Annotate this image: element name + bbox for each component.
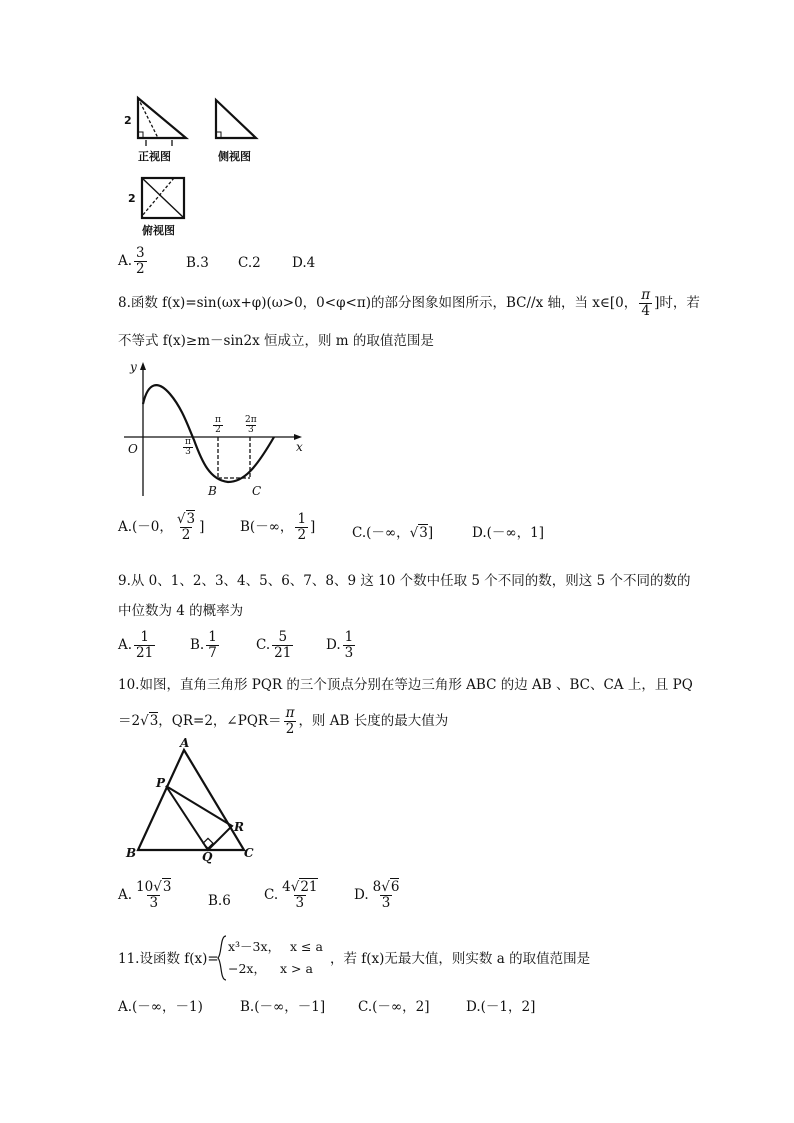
sine-graph: [118, 358, 318, 500]
numerator: π: [641, 287, 651, 303]
denominator: 7: [208, 645, 217, 661]
text: ＝2: [118, 713, 141, 729]
fraction: [284, 706, 297, 737]
denominator: 3: [295, 895, 305, 911]
top-view-label: 俯视图: [142, 224, 175, 237]
numerator: 1: [297, 511, 307, 527]
numerator: 10√3: [136, 879, 172, 895]
q11-option-b: B.(－∞，－1]: [240, 999, 326, 1015]
fraction: [295, 512, 308, 543]
denominator: 2: [297, 527, 307, 543]
text: B.: [190, 637, 205, 653]
denominator: 21: [274, 645, 292, 661]
coefficient: 8: [372, 879, 382, 895]
text: ]: [427, 525, 434, 541]
fraction: [280, 880, 319, 911]
graph-x-label: x: [296, 440, 303, 454]
vertex-b-label: B: [126, 846, 137, 860]
q11-option-c: C.(－∞，2]: [358, 999, 430, 1015]
vertex-p-label: P: [156, 776, 166, 790]
vertex-c-label: C: [244, 846, 254, 860]
q8-option-c: C.(－∞，√3]: [352, 525, 434, 541]
text: ]时，若: [654, 295, 700, 311]
denominator: 2: [181, 527, 191, 543]
denominator: 3: [185, 447, 191, 457]
q7-option-d: D.4: [292, 255, 316, 271]
q9-option-b: [190, 630, 221, 661]
denominator: 3: [344, 645, 354, 661]
denominator: 3: [247, 425, 254, 435]
q11-stem-suffix: ，若 f(x)无最大值，则实数 a 的取值范围是: [330, 951, 591, 967]
brace-icon: [216, 934, 228, 982]
q8-stem-line2: 不等式 f(x)≥m－sin2x 恒成立，则 m 的取值范围是: [118, 333, 434, 349]
q8-option-d: D.(－∞，1]: [472, 525, 545, 541]
coefficient: 4: [282, 879, 291, 895]
vertex-q-label: Q: [202, 850, 213, 864]
numerator: 1: [140, 629, 149, 645]
front-view-label: 正视图: [138, 150, 171, 163]
option-prefix: A.: [118, 253, 133, 269]
q8-option-a: [118, 512, 204, 543]
graph-y-label: y: [130, 360, 137, 374]
radicand: 21: [300, 879, 318, 895]
numerator: 5: [278, 629, 288, 645]
fraction: [134, 246, 147, 277]
q9-option-c: [256, 630, 295, 661]
text: ，QR=2，∠PQR＝: [158, 713, 282, 729]
radicand: 3: [419, 525, 428, 541]
text: D.: [326, 637, 341, 653]
numerator: 4√21: [282, 879, 318, 895]
q11-option-d: D.(－1，2]: [466, 999, 536, 1015]
vertex-r-label: R: [234, 820, 244, 834]
q7-option-a: [118, 246, 149, 277]
q11-stem-prefix: 11.设函数 f(x)=: [118, 951, 219, 967]
text: C.(－∞，: [352, 525, 410, 541]
numerator: 8√6: [372, 879, 400, 895]
graph-origin-label: O: [128, 442, 138, 456]
numerator: π: [185, 437, 191, 447]
fraction: [175, 512, 197, 543]
radicand: 3: [186, 511, 196, 527]
side-view-label: 侧视图: [218, 150, 251, 163]
case2-expression: −2x，: [228, 961, 266, 976]
fraction: [343, 630, 356, 661]
three-view-figure: [110, 92, 290, 242]
coefficient: 10: [136, 879, 154, 895]
graph-point-c: C: [252, 484, 262, 498]
numerator: 1: [344, 629, 354, 645]
denominator: 3: [381, 895, 391, 911]
numerator: 3: [136, 245, 145, 261]
text: C.: [264, 887, 279, 903]
q9-option-d: [326, 630, 357, 661]
three-view-drawing: [110, 92, 290, 242]
q10-stem-line2: ＝2√3，QR=2，∠PQR＝ $\frac{\pi}{2}$ ，则 AB 长度的最大值为: [118, 705, 449, 737]
tick-pi-over-2: [213, 416, 223, 435]
denominator: 21: [136, 645, 154, 661]
fraction: [134, 630, 155, 661]
radicand: 3: [162, 879, 172, 895]
q10-option-c: [264, 880, 322, 911]
triangle-figure: [120, 736, 270, 864]
numerator: 2π: [245, 415, 257, 425]
fraction: [272, 630, 293, 661]
text: C.: [256, 637, 271, 653]
text: ，则 AB 长度的最大值为: [298, 713, 449, 729]
tick-pi-over-3: [183, 438, 193, 457]
fraction: [371, 880, 402, 911]
case1-expression: x³－3x，: [228, 939, 281, 954]
q9-stem-line2: 中位数为 4 的概率为: [118, 603, 244, 619]
q10-option-a: [118, 880, 175, 911]
q8-option-b: [240, 512, 315, 543]
fraction: [639, 288, 652, 319]
q9-option-a: [118, 630, 157, 661]
denominator: 3: [149, 895, 159, 911]
graph-point-b: B: [208, 484, 217, 498]
denominator: 2: [215, 425, 221, 435]
case2-condition: x > a: [280, 961, 313, 976]
denominator: 4: [641, 303, 650, 319]
q10-stem-line1: 10.如图，直角三角形 PQR 的三个顶点分别在等边三角形 ABC 的边 AB 、BC、CA 上，且 PQ: [118, 677, 693, 693]
text: B(－∞，: [240, 519, 294, 535]
q7-option-b: B.3: [186, 255, 209, 271]
fraction: [134, 880, 173, 911]
q11-option-a: A.(－∞，－1): [118, 999, 203, 1015]
text: A.(－0，: [118, 519, 173, 535]
denominator: 2: [285, 721, 295, 737]
q10-option-b: B.6: [208, 893, 231, 909]
radicand: 6: [390, 879, 400, 895]
vertex-a-label: A: [180, 736, 190, 750]
radicand: 3: [149, 713, 159, 729]
fraction: [206, 630, 219, 661]
numerator: 1: [208, 629, 217, 645]
q7-option-c: C.2: [238, 255, 261, 271]
text: D.: [354, 887, 369, 903]
text: 8.函数 f(x)=sin(ωx+φ)(ω>0，0<φ<π)的部分图象如图所示，BC//x 轴，当 x∈[0，: [118, 295, 638, 311]
case1-condition: x ≤ a: [290, 939, 323, 954]
numerator: √3: [176, 511, 196, 527]
numerator: π: [285, 705, 295, 721]
denominator: 2: [136, 261, 145, 277]
tick-2pi-over-3: [243, 416, 259, 435]
top-view-dimension: 2: [128, 192, 136, 205]
text: ]: [310, 519, 316, 535]
q9-stem-line1: 9.从 0、1、2、3、4、5、6、7、8、9 这 10 个数中任取 5 个不同的数，则这 5 个不同的数的: [118, 573, 691, 589]
q8-stem-line1: [118, 288, 700, 319]
q10-option-d: [354, 880, 403, 911]
text: A.: [118, 887, 133, 903]
numerator: π: [215, 415, 221, 425]
front-view-dimension: 2: [124, 114, 132, 127]
text: ]: [199, 519, 205, 535]
text: A.: [118, 637, 133, 653]
piecewise-function: [216, 934, 323, 982]
